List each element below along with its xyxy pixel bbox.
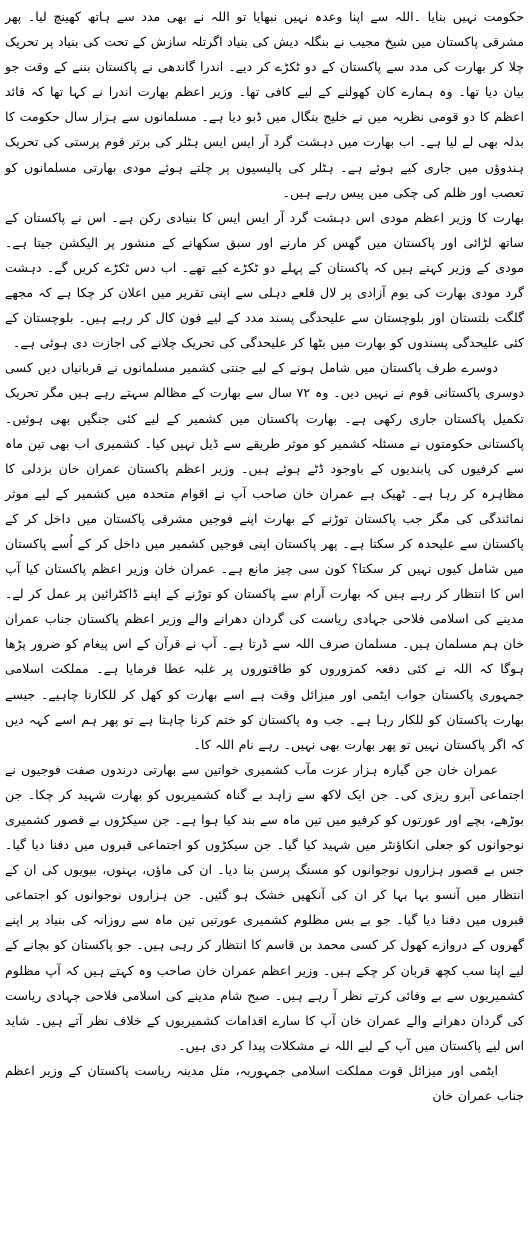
article-paragraph-2: بھارت کا وزیر اعظم مودی اس دہشت گرد آر ایس ایس کا بنیادی رکن ہے۔ اس نے پاکستان کے ساتھ لڑائی اور پاکستان میں گھس کر مارنے اور سبق سکھانے کے منشور پر الیکشن جیتا ہے۔ مودی کے وزیر کہتے ہیں کہ پاکستان کے پہلے دو ٹکڑے کیے تھے۔ اب دس ٹکڑے کریں گے۔ دہشت گرد مودی بھارت کی یوم آزادی پر لال قلعے دہلی سے اپنی تقریر میں اعلان کر چکا ہے کہ مجھے گلگت بلتستان اور بلوچستان سے علیحدگی پسند مدد کے لیے فون کال کر رہے ہیں۔ بلوچستان کے کئی علیحدگی پسندوں کو بھارت میں بٹھا کر علیحدگی کی تحریک چلانے کی اجازت دی ہوئی ہے۔ [5,209,524,351]
article-paragraph-3: دوسرے طرف پاکستان میں شامل ہونے کے لیے جنتی کشمیر مسلمانوں نے قربانیاں دیں کسی دوسری پاکستانی قوم نے نہیں دیں۔ وہ ۷۲ سال سے بھارت کے مظالم سہتے رہے ہیں مگر تحریک تکمیل پاکستان جاری رکھی ہے۔ بھارت پاکستان میں کشمیر کے لیے کئی جنگیں بھی ہوئیں۔ پاکستانی حکومتوں نے مسئلہ کشمیر کو موثر طریقے سے ڈیل نہیں کیا۔ کشمیری اب بھی تین ماہ سے کرفیوں کی پابندیوں کے باوجود ڈٹے ہوئے ہیں۔ وزیر اعظم پاکستان عمران خان بزدلی کا مظاہرہ کر رہا ہے۔ ٹھیک ہے عمران خان صاحب آپ نے اقوام متحدہ میں کشمیر کے لیے موثر نمائندگی کی مگر جب پاکستان توڑنے کے بھارت اپنے فوجیں مشرقی پاکستان میں داخل کر کے پاکستان سے علیحدہ کر سکتا ہے۔ پھر پاکستان اپنی فوجیں کشمیر میں داخل کر کے اُسے پاکستان میں شامل کیوں نہیں کر سکتا؟ کون سی چیز مانع ہے۔ عمران خان وزیر اعظم پاکستان کیا آپ اس کا انتظار کر رہے ہیں کہ بھارت آرام سے پاکستان کو توڑنے کے اپنے ڈاکٹرائین پر عمل کر لے۔ مدینے کی اسلامی فلاحی جہادی ریاست کی گردان دھرانے والے وزیر اعظم پاکستان جناب عمران خان ہم مسلمان ہیں۔ مسلمان صرف اللہ سے ڈرتا ہے۔ آپ نے قرآن کے اس پیغام کو ضرور پڑھا ہوگا کہ اللہ نے کئی دفعہ کمزوروں کو طاقتوروں پر غلبہ عطا فرمایا ہے۔ مملکت اسلامی جمہوری پاکستان جواب ایٹمی اور میزائل وقت ہے اسے بھارت کو کھل کر للکارنا چاہیے۔ جیسے بھارت پاکستان کو للکار رہا ہے۔ جب وہ پاکستان کو ختم کرنا چاہتا ہے تو پھر ہم اسے کہہ دیں کہ اگر پاکستان نہیں تو پھر بھارت بھی نہیں۔ رہے نام اللہ کا۔ [5,360,524,752]
article-paragraph-5: ایٹمی اور میزائل قوت مملکت اسلامی جمہوریہ، مثل مدینہ ریاست پاکستان کے وزیر اعظم جناب عمران خان [5,1062,524,1104]
article-paragraph-4: عمران خان جن گیارہ ہزار عزت مآب کشمیری خواتین سے بھارتی درندوں صفت فوجیوں نے اجتماعی آبرو ریزی کی۔ جن ایک لاکھ سے زاہد بے گناہ کشمیریوں کو بھارت شہید کر چکا۔ جن بوڑھے، بچے اور عورتوں کو کرفیو میں تین ماہ سے بند کیا ہوا ہے۔ جن سیکڑوں بے قصور کشمیری نوجوانوں کو جعلی انکاؤنٹر میں شہید کیا گیا۔ جن سیکڑوں کو اجتماعی قبروں میں دفنا دیا گیا۔ جس بے قصور ہزاروں نوجوانوں کو مسنگ پرسن بنا دیا۔ ان کی ماؤں، بہنوں، بیویوں کی ان کے انتظار میں آنسو بہا بہا کر ان کی آنکھیں خشک ہو گئیں۔ جن ہزاروں نوجوانوں کو اجتماعی قبروں میں دفنا دیا گیا۔ جو بے بس مظلوم کشمیری عورتیں تین ماہ سے روزانہ کی بنیاد پر اپنے گھروں کے دروازے کھول کر کسی محمد بن قاسم کا انتظار کر رہی ہیں۔ جو پاکستان کو بچانے کے لیے اپنا سب کچھ قربان کر چکے ہیں۔ وزیر اعظم عمران خان صاحب وہ کہتے ہیں کہ آپ مظلوم کشمیریوں سے بے وفائی کرتے نظر آ رہے ہیں۔ صبح شام مدینے کی اسلامی فلاحی جہادی ریاست کی گردان دھرانے والے عمران خان آپ کا سارے اقدامات کشمیریوں کے خلاف نظر آتے ہیں۔ شاید اس لیے پاکستان میں آپ کے لیے اللہ نے مشکلات پیدا کر دی ہیں۔ [5,761,524,1053]
article-paragraph-1: حکومت نہیں بنایا ۔اللہ سے اپنا وعدہ نہیں نبھایا تو اللہ نے بھی مدد سے ہاتھ کھینچ لیا۔ پھر مشرقی پاکستان میں شیخ مجیب نے بنگلہ دیش کی بنیاد اگرتلہ سازش کے تحت کی بنیاد پر تحریک چلا کر بھارت کی مدد سے پاکستان کے دو ٹکڑے کر دیے۔ اندرا گاندھی نے پاکستان بننے کے وقت جو بیان دیا تھا۔ وہ ہمارے کان کھولنے کے لیے کافی تھا۔ وزیر اعظم بھارت اندرا نے کہا تھا کہ قائد اعظم کا دو قومی نظریہ میں نے خلیج بنگال میں ڈبو دیا ہے۔ مسلمانوں سے ہزار سال حکومت کا بدلہ بھی لے لیا ہے۔ اب بھارت میں دہشت گرد آر ایس ایس ہٹلر کی برتر قوم پرستی کی تحریک ہندوؤں میں جاری کیے ہوئے ہے۔ ہٹلر کی پالیسیوں پر چلتے ہوئے مودی بھارتی مسلمانوں کو تعصب اور ظلم کی چکی میں پیس رہے ہیں۔ [5,9,524,200]
article-body [5,4,524,1108]
